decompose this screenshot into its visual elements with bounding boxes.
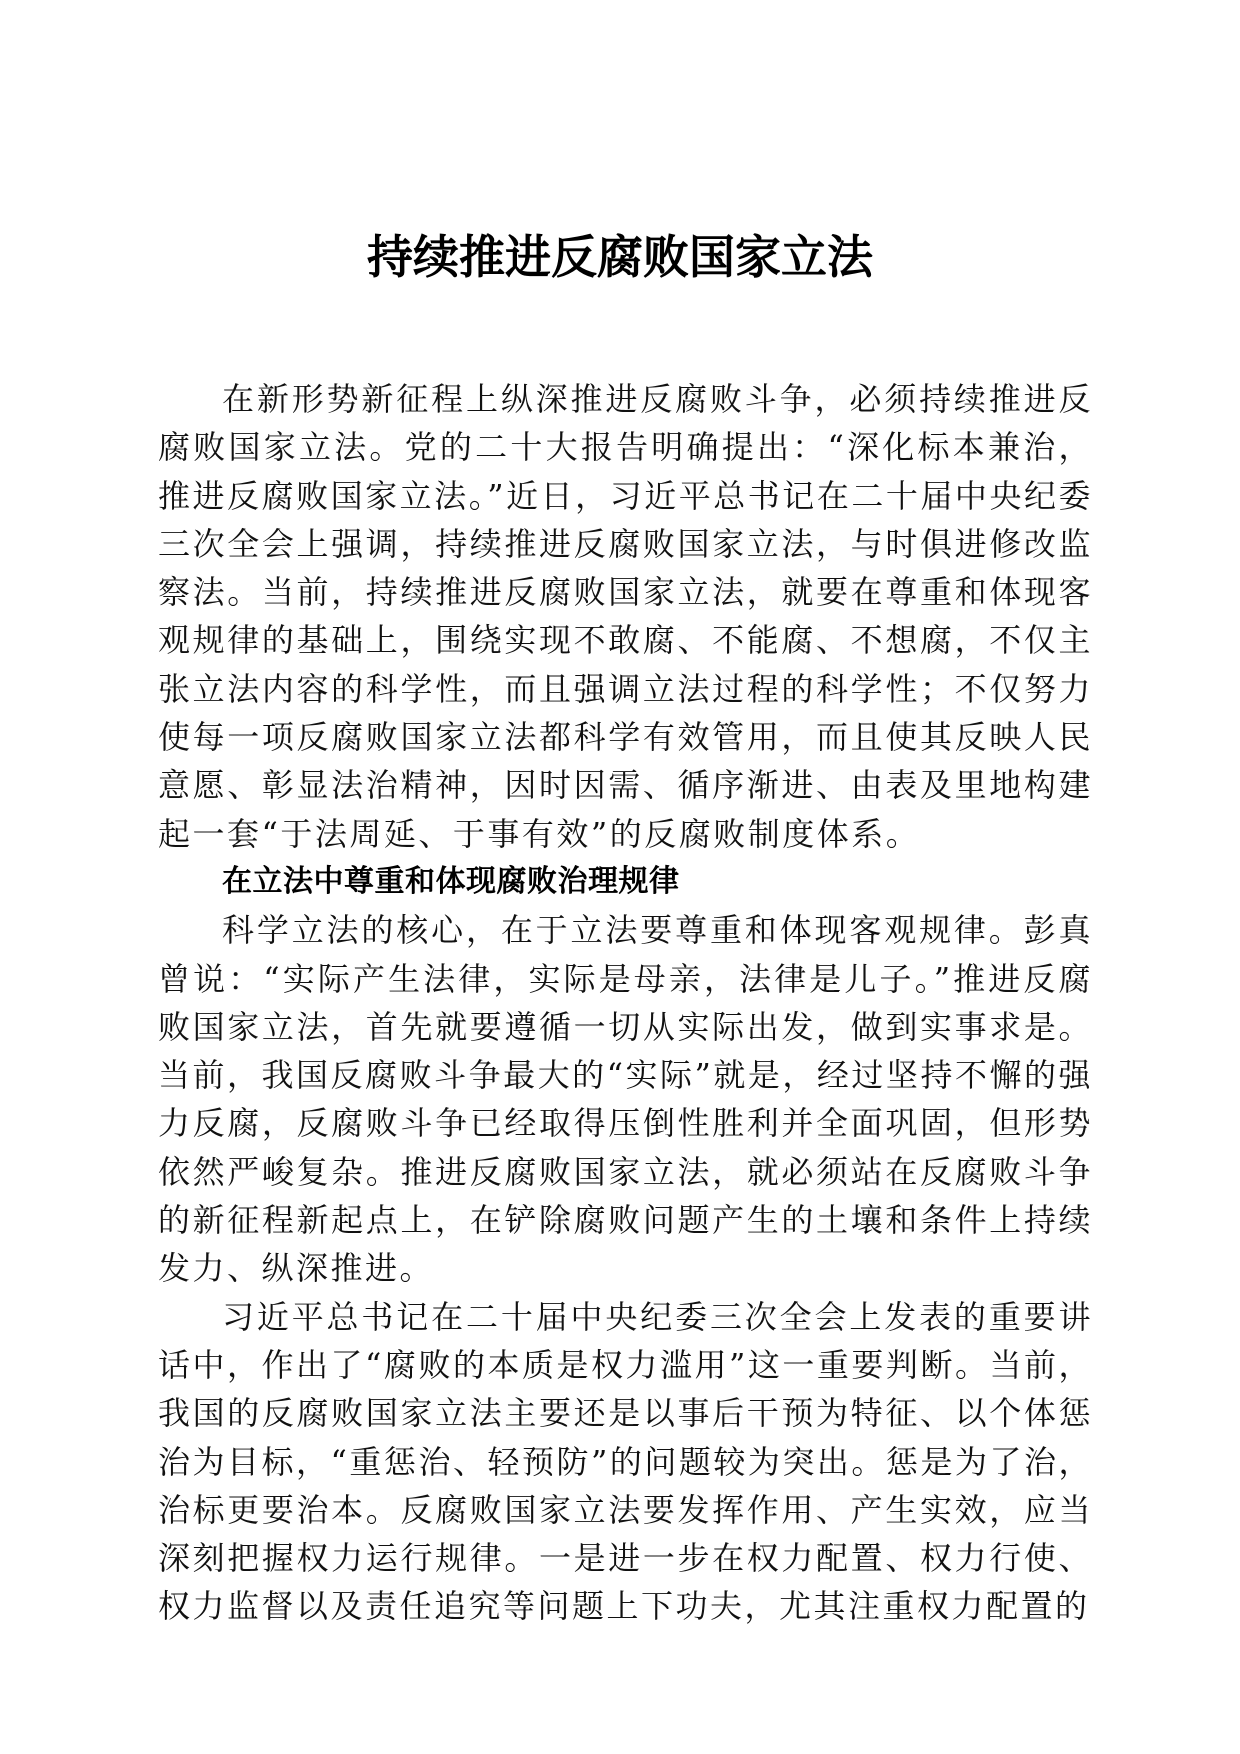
paragraph: 习近平总书记在二十届中央纪委三次全会上发表的重要讲话中，作出了“腐败的本质是权力滥用”这一重要判断。当前，我国的反腐败国家立法主要还是以事后干预为特征、以个体惩治为目标，“重惩治、轻预防”的问题较为突出。惩是为了治，治标更要治本。反腐败国家立法要发挥作用、产生实效，应当深刻把握权力运行规律。一是进一步在权力配置、权力行使、权力监督以及责任追究等问题上下功夫，尤其注重权力配置的 bbox=[158, 1297, 1093, 1626]
document-title: 持续推进反腐败国家立法 bbox=[367, 230, 873, 284]
paragraph: 科学立法的核心，在于立法要尊重和体现客观规律。彭真曾说：“实际产生法律，实际是母亲，法律是儿子。”推进反腐败国家立法，首先就要遵循一切从实际出发，做到实事求是。当前，我国反腐败斗争最大的“实际”就是，经过坚持不懈的强力反腐，反腐败斗争已经取得压倒性胜利并全面巩固，但形势依然严峻复杂。推进反腐败国家立法，就必须站在反腐败斗争的新征程新起点上，在铲除腐败问题产生的土壤和条件上持续发力、纵深推进。 bbox=[158, 911, 1093, 1288]
section-heading: 在立法中尊重和体现腐败治理规律 bbox=[222, 863, 680, 899]
paragraph: 在新形势新征程上纵深推进反腐败斗争，必须持续推进反腐败国家立法。党的二十大报告明确提出：“深化标本兼治，推进反腐败国家立法。”近日，习近平总书记在二十届中央纪委三次全会上强调，持续推进反腐败国家立法，与时俱进修改监察法。当前，持续推进反腐败国家立法，就要在尊重和体现客观规律的基础上，围绕实现不敢腐、不能腐、不想腐，不仅主张立法内容的科学性，而且强调立法过程的科学性；不仅努力使每一项反腐败国家立法都科学有效管用，而且使其反映人民意愿、彰显法治精神，因时因需、循序渐进、由表及里地构建起一套“于法周延、于事有效”的反腐败制度体系。 bbox=[158, 380, 1093, 853]
document-body bbox=[158, 375, 1093, 1631]
